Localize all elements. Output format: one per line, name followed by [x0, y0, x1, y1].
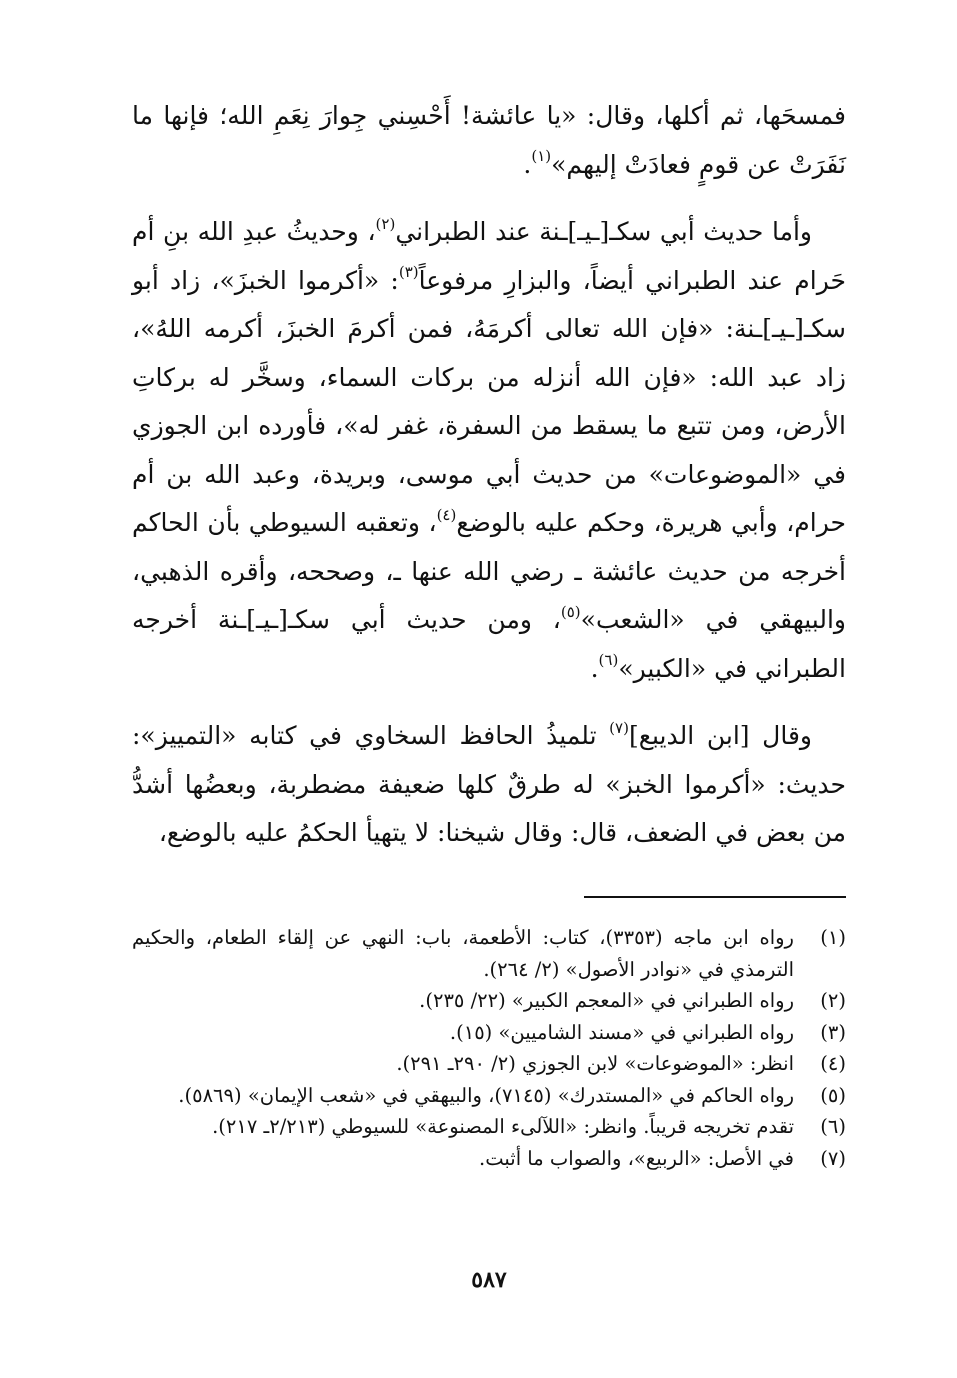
footnote-1 — [132, 922, 846, 985]
footnote-ref-1[interactable]: (١) — [531, 147, 552, 166]
footnote-number: (٤) — [820, 1052, 846, 1075]
footnote-ref-5[interactable]: (٥) — [560, 602, 581, 621]
paragraph-2-segment-6: . — [590, 653, 599, 683]
footnote-4 — [132, 1048, 846, 1080]
footnote-ref-4[interactable]: (٤) — [436, 505, 457, 524]
paragraph-1-end: . — [523, 149, 532, 179]
paragraph-2 — [132, 208, 846, 693]
footnote-text: انظر: «الموضوعات» لابن الجوزي (٢/ ٢٩٠ـ ٢٩١). — [396, 1052, 794, 1075]
footnote-number: (٧) — [820, 1146, 846, 1170]
footnote-text: رواه الحاكم في «المستدرك» (٧١٤٥)، والبيهقي في «شعب الإيمان» (٥٨٦٩). — [178, 1083, 794, 1107]
footnotes — [132, 922, 846, 1174]
paragraph-3-segment-2: تلميذُ الحافظ السخاوي في كتابه «التمييز»: حديث: «أكرموا الخبز» له طرقٌ كلها ضعيفة مضطربة، وبعضُها أشدُّ من بعض في الضعف، قال: وقال شيخنا: لا يتهيأ الحكمُ عليه بالوضع، — [132, 721, 846, 847]
footnote-number: (٢) — [820, 989, 846, 1012]
footnote-separator — [584, 896, 846, 898]
footnote-6 — [132, 1111, 846, 1143]
footnote-text: تقدم تخريجه قريباً. وانظر: «اللآلىء المصنوعة» للسيوطي (٢/٢١٣ـ ٢١٧). — [212, 1115, 794, 1138]
footnote-text: رواه الطبراني في «مسند الشاميين» (١٥). — [449, 1020, 794, 1044]
paragraph-2-segment-1: وأما حديث أبي سكـ[ـيـ]ـنة عند الطبراني — [395, 217, 812, 246]
main-text — [132, 92, 846, 858]
footnote-number: (١) — [820, 926, 846, 949]
footnote-text: رواه الطبراني في «المعجم الكبير» (٢٢/ ٢٣٥). — [419, 989, 794, 1012]
paragraph-1-text: فمسحَها، ثم أكلها، وقال: «يا عائشة! أَحْسِني جِوارَ نِعَمِ الله؛ فإنها ما نَفَرَتْ عن قومٍ فعادَتْ إليهم» — [132, 101, 846, 179]
page-number: ٥٨٧ — [471, 1267, 507, 1293]
paragraph-3 — [132, 712, 846, 858]
footnote-number: (٥) — [820, 1083, 846, 1107]
footnote-number: (٣) — [820, 1020, 846, 1044]
footnote-number: (٦) — [820, 1115, 846, 1138]
footnote-7 — [132, 1143, 846, 1175]
book-page — [132, 0, 846, 1378]
footnote-ref-6[interactable]: (٦) — [598, 651, 619, 670]
paragraph-2-segment-5: ، ومن حديث أبي سكـ[ـيـ]ـنة أخرجه الطبراني في «الكبير» — [132, 605, 846, 683]
paragraph-2-segment-3: : «أكرموا الخبزَ»، زاد أبو سكـ[ـيـ]ـنة: «فإن الله تعالى أكرمَهُ، فمن أكرمَ الخبزَ، أكرمه اللهُ»، زاد عبد الله: «فإن الله أنزله من بركات السماء، وسخَّر له بركاتِ الأرض، ومن تتبع ما يسقط من السفرة، غفر له»، فأورده ابن الجوزي في «الموضوعات» من حديث أبي موسى، وبريدة، وعبد الله بن أم حرام، وأبي هريرة، وحكم عليه بالوضع — [132, 265, 846, 537]
paragraph-3-segment-1: وقال [ابن الديبع] — [628, 721, 812, 750]
footnote-2 — [132, 985, 846, 1017]
footnote-5 — [132, 1080, 846, 1112]
footnote-ref-2[interactable]: (٢) — [375, 214, 396, 233]
footnote-text: رواه ابن ماجه (٣٣٥٣)، كتاب: الأطعمة، باب: النهي عن إلقاء الطعام، والحكيم الترمذي في «نوادر الأصول» (٢/ ٢٦٤). — [132, 926, 794, 981]
footnote-text: في الأصل: «الربيع»، والصواب ما أثبت. — [479, 1146, 794, 1170]
paragraph-2-segment-4: ، وتعقبه السيوطي بأن الحاكم أخرجه من حديث عائشة ـ رضي الله عنها ـ، وصححه، وأقره الذهبي، والبيهقي في «الشعب» — [132, 508, 846, 634]
footnote-3 — [132, 1017, 846, 1049]
paragraph-1 — [132, 92, 846, 189]
footnote-ref-7[interactable]: (٧) — [609, 718, 629, 737]
paragraph-2-segment-2: ، وحديثُ عبدِ الله بنِ أم حَرام عند الطبراني أيضاً، والبزارِ مرفوعاً — [132, 217, 846, 295]
footnote-ref-3[interactable]: (٣) — [398, 263, 419, 282]
